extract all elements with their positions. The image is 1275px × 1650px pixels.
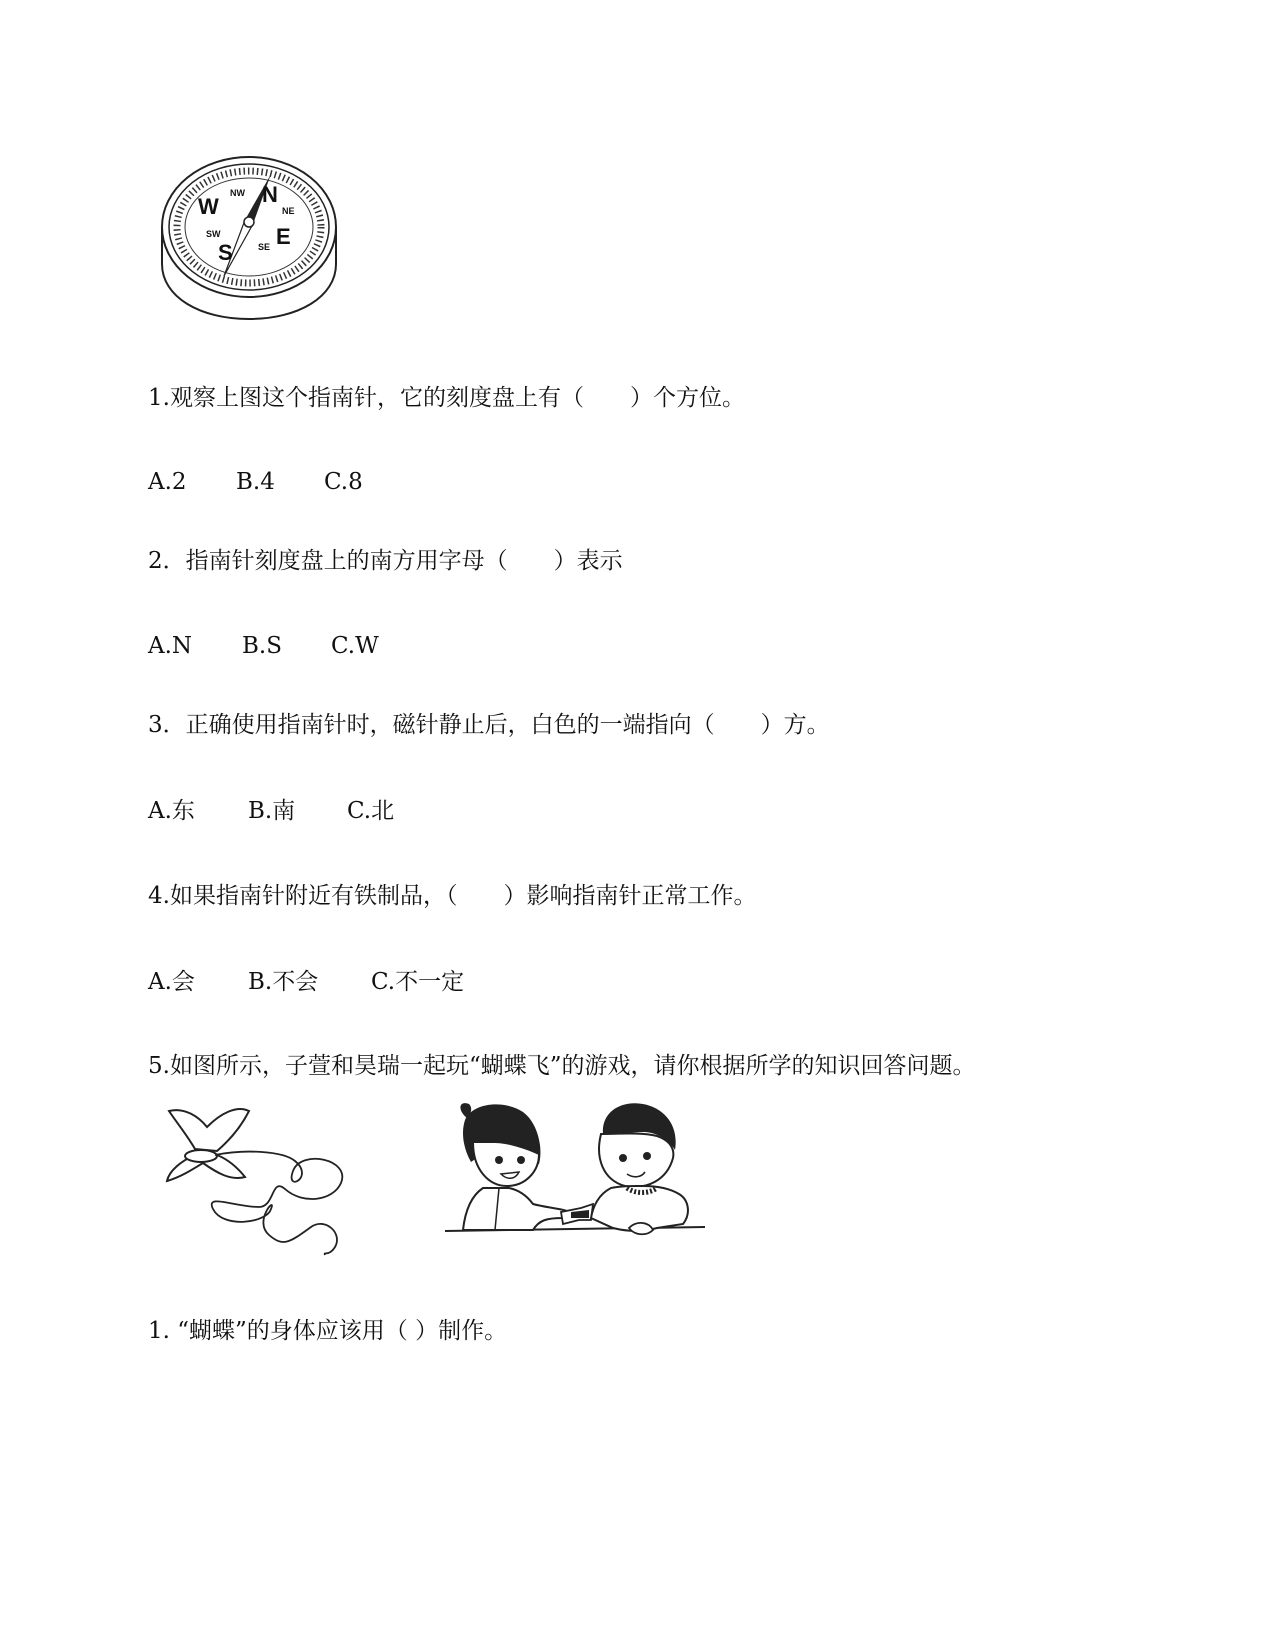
q4-option-a: A.会 [148,969,195,995]
compass-letter-w: W [198,194,219,219]
butterfly-toy-illustration [165,1105,350,1265]
question-1: 1.观察上图这个指南针，它的刻度盘上有（ ）个方位。 [148,385,745,411]
children-playing-illustration [443,1100,708,1250]
compass-letter-sw: SW [206,229,221,239]
compass-letter-nw: NW [230,188,245,198]
q1-option-a: A.2 [148,469,187,495]
q4-option-b: B.不会 [248,969,319,995]
q3-option-a: A.东 [148,798,195,824]
q1-option-b: B.4 [236,469,275,495]
compass-letter-se: SE [258,242,271,252]
question-4: 4.如果指南针附近有铁制品，（ ）影响指南针正常工作。 [148,883,757,909]
question-4-options [148,967,464,997]
question-1-options [148,467,363,497]
q1-option-c: C.8 [324,469,363,495]
compass-letter-ne: NE [282,206,295,216]
compass-letter-e: E [276,224,291,249]
compass-letter-s: S [218,240,233,265]
question-5: 5.如图所示，子萱和昊瑞一起玩“蝴蝶飞”的游戏，请你根据所学的知识回答问题。 [148,1053,976,1079]
q2-option-c: C.W [331,633,379,659]
question-2-options [148,631,379,661]
question-3-options [148,796,394,826]
q4-option-c: C.不一定 [371,969,465,995]
question-3: 3．正确使用指南针时，磁针静止后，白色的一端指向（ ）方。 [148,712,830,738]
q2-option-b: B.S [242,633,282,659]
compass-letter-n: N [262,182,278,207]
question-5-sub-1: 1. “蝴蝶”的身体应该用（ ）制作。 [148,1318,508,1344]
q3-option-b: B.南 [248,798,296,824]
q2-option-a: A.N [148,633,193,659]
compass-illustration [158,152,348,327]
q3-option-c: C.北 [347,798,395,824]
question-2: 2．指南针刻度盘上的南方用字母（ ）表示 [148,548,623,574]
